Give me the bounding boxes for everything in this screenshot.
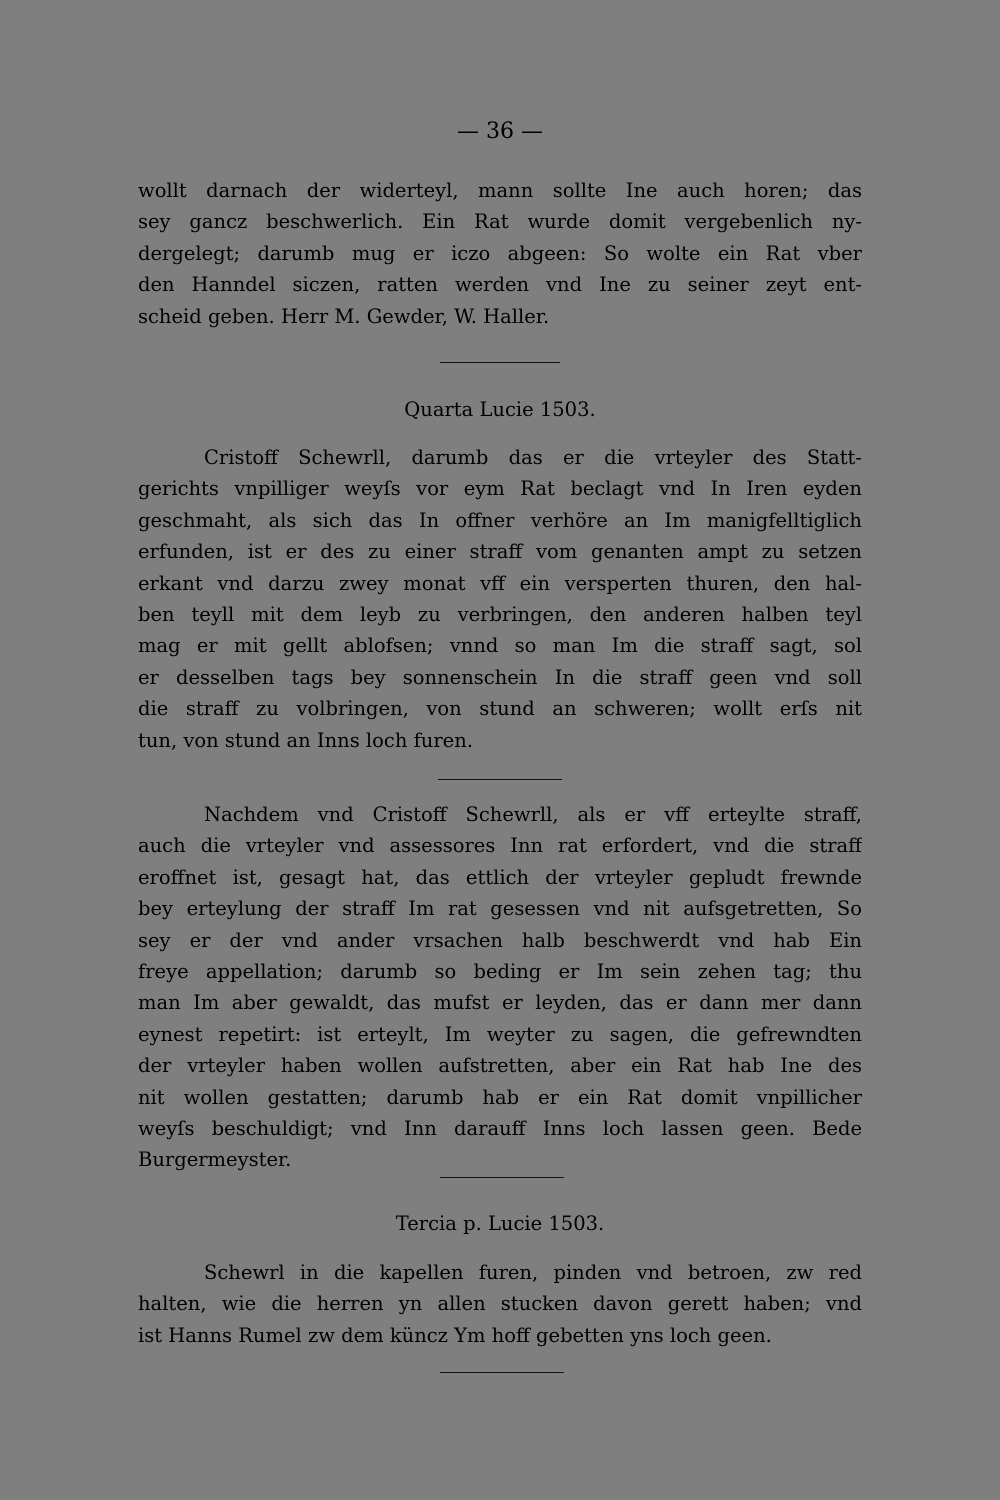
paragraph-4 <box>138 1257 862 1351</box>
text-line: mag er mit gellt ablofsen; vnnd so man Im die straff sagt, sol <box>138 634 862 658</box>
text-line: er desselben tags bey sonnenschein In die straff geen vnd soll <box>138 665 862 689</box>
text-line: gerichts vnpilliger weyſs vor eym Rat beclagt vnd In Iren eyden <box>138 477 862 501</box>
text-line: eynest repetirt: ist erteylt, Im weyter zu sagen, die gefrewndten <box>138 1022 862 1046</box>
text-line: erfunden, ist er des zu einer straff vom genanten ampt zu setzen <box>138 540 862 564</box>
text-line: die straff zu volbringen, von stund an schweren; wollt erſs nit <box>138 697 862 721</box>
text-line: nit wollen gestatten; darumb hab er ein Rat domit vnpillicher <box>138 1085 862 1109</box>
paragraph-3 <box>138 799 862 1176</box>
text-line: ben teyll mit dem leyb zu verbringen, den anderen halben teyl <box>138 602 862 626</box>
section-heading-quarta-lucie: Quarta Lucie 1503. <box>404 398 596 421</box>
text-line: sey gancz beschwerlich. Ein Rat wurde domit vergebenlich ny- <box>138 210 862 234</box>
text-line: geschmaht, als sich das In offner verhöre an Im manigfelltiglich <box>138 508 862 532</box>
text-line: den Hanndel siczen, ratten werden vnd Ine zu seiner zeyt ent- <box>138 273 862 297</box>
text-line: halten, wie die herren yn allen stucken davon gerett haben; vnd <box>138 1292 862 1316</box>
text-line: ist Hanns Rumel zw dem küncz Ym hoff gebetten yns loch geen. <box>138 1323 772 1347</box>
paragraph-2 <box>138 442 862 756</box>
text-line: sey er der vnd ander vrsachen halb beschwerdt vnd hab Ein <box>138 928 862 952</box>
text-line: Nachdem vnd Cristoff Schewrll, als er vff erteylte straff, <box>204 803 862 826</box>
section-divider <box>440 1177 564 1178</box>
text-line: der vrteyler haben wollen aufstretten, aber ein Rat hab Ine des <box>138 1054 862 1078</box>
text-line: eroffnet ist, gesagt hat, das ettlich der vrteyler gepludt frewnde <box>138 865 862 889</box>
section-divider <box>440 1372 564 1373</box>
text-line: weyſs beschuldigt; vnd Inn darauff Inns loch lassen geen. Bede <box>138 1116 862 1140</box>
section-divider <box>438 779 562 780</box>
section-divider <box>440 362 560 363</box>
paragraph-1 <box>138 175 862 332</box>
text-line: erkant vnd darzu zwey monat vff ein versperten thuren, den hal- <box>138 571 862 595</box>
text-line: Burgermeyster. <box>138 1148 292 1172</box>
text-line: dergelegt; darumb mug er iczo abgeen: So wolte ein Rat vber <box>138 241 862 265</box>
text-line: auch die vrteyler vnd assessores Inn rat erfordert, vnd die straff <box>138 834 862 858</box>
text-line: tun, von stund an Inns loch furen. <box>138 728 473 752</box>
text-line: Cristoff Schewrll, darumb das er die vrteyler des Statt- <box>204 446 862 469</box>
text-line: wollt darnach der widerteyl, mann sollte Ine auch horen; das <box>138 179 862 202</box>
section-heading-tercia-lucie: Tercia p. Lucie 1503. <box>395 1212 605 1235</box>
text-line: freye appellation; darumb so beding er Im sein zehen tag; thu <box>138 959 862 983</box>
text-line: Schewrl in die kapellen furen, pinden vnd betroen, zw red <box>204 1261 862 1284</box>
text-line: scheid geben. Herr M. Gewder, W. Haller. <box>138 304 550 328</box>
page-number: — 36 — <box>457 119 543 144</box>
text-line: bey erteylung der straff Im rat gesessen vnd nit aufsgetretten, So <box>138 897 862 921</box>
text-line: man Im aber gewaldt, das mufst er leyden, das er dann mer dann <box>138 991 862 1015</box>
